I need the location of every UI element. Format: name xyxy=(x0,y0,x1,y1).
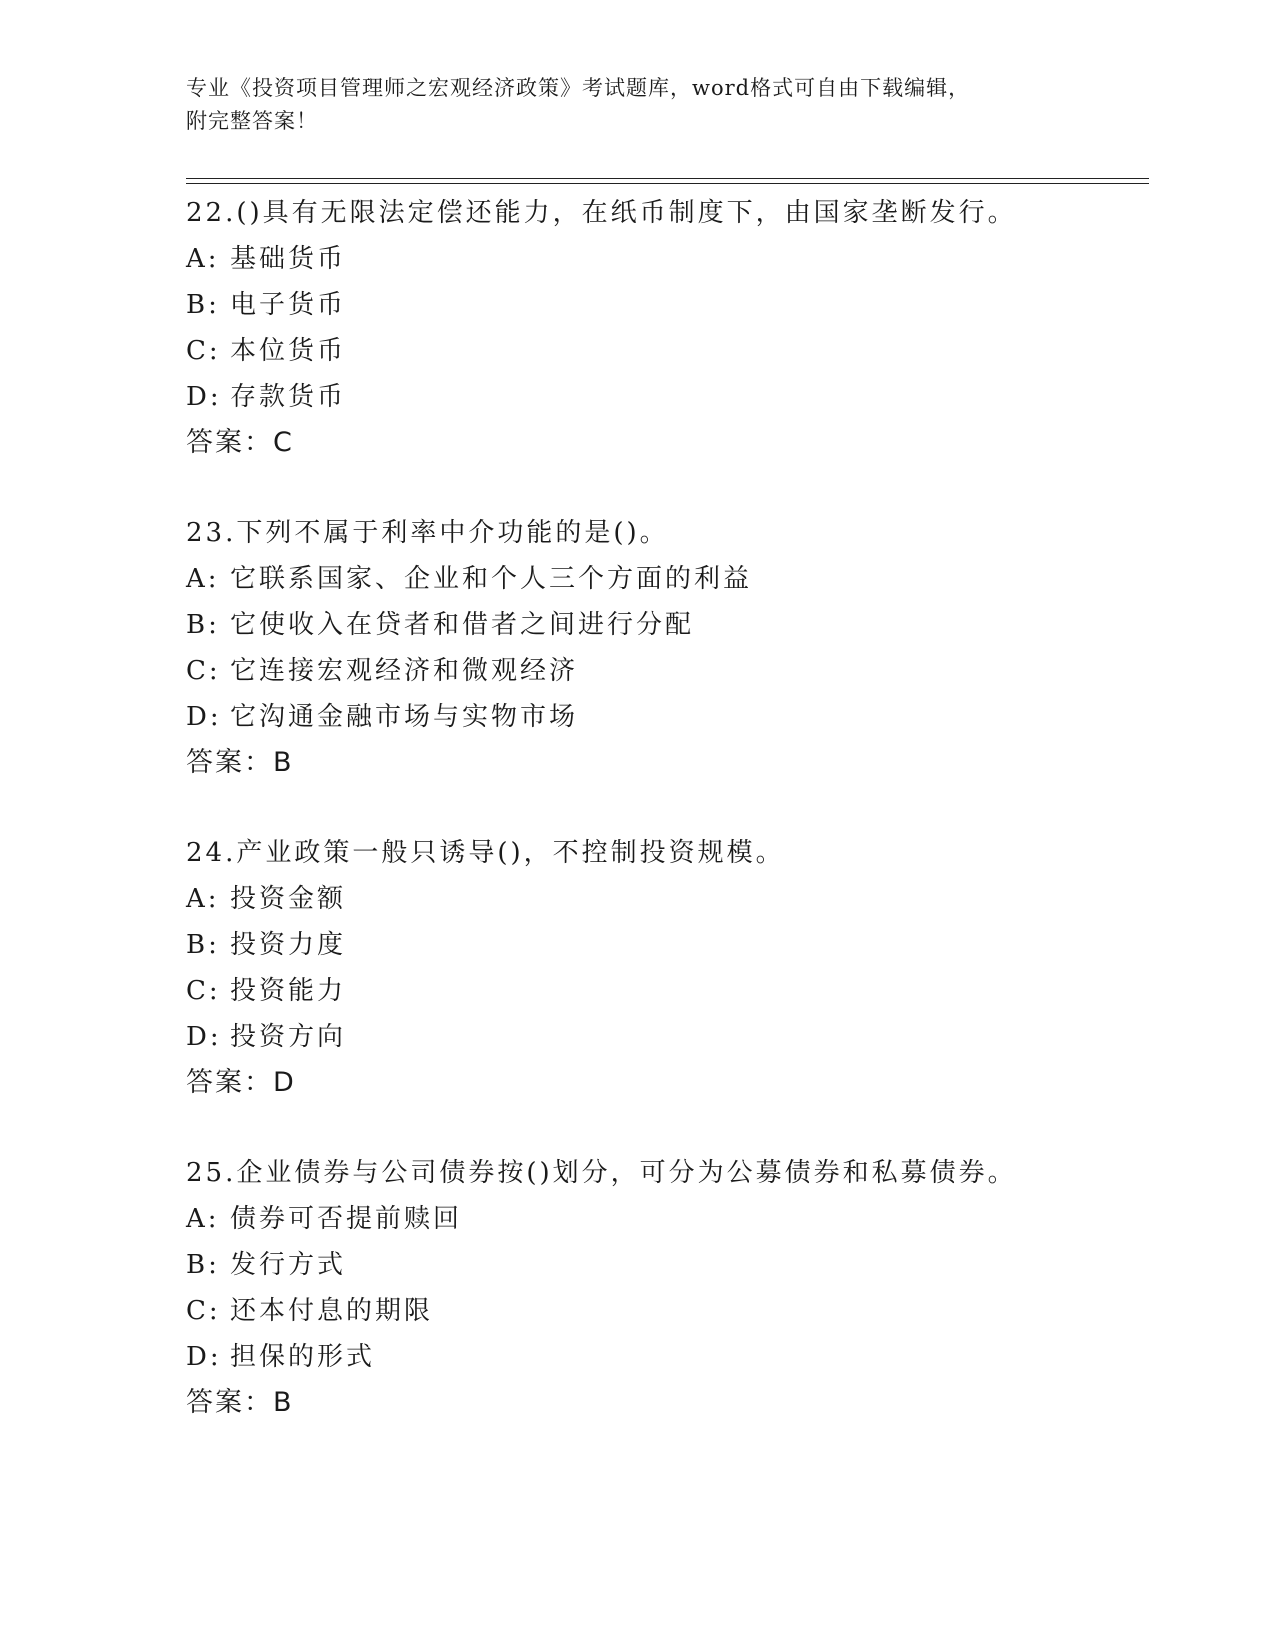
option-letter: A: xyxy=(186,244,220,274)
option-b xyxy=(186,602,1166,648)
question-25 xyxy=(186,1150,1166,1470)
option-letter: D: xyxy=(186,1342,222,1372)
option-letter: B: xyxy=(186,290,220,320)
option-d xyxy=(186,374,1166,420)
option-b xyxy=(186,1242,1166,1288)
option-letter: D: xyxy=(186,382,222,412)
option-d xyxy=(186,694,1166,740)
option-letter: C: xyxy=(186,656,221,686)
question-stem: 22.()具有无限法定偿还能力，在纸币制度下，由国家垄断发行。 xyxy=(186,198,1017,228)
option-text: 投资方向 xyxy=(230,1022,347,1052)
answer: 答案：B xyxy=(186,1387,294,1418)
question-list xyxy=(186,190,1166,1470)
question-stem: 23.下列不属于利率中介功能的是()。 xyxy=(186,518,669,548)
option-text: 它使收入在贷者和借者之间进行分配 xyxy=(230,610,695,640)
header-line-2: 附完整答案！ xyxy=(186,109,318,133)
question-23 xyxy=(186,510,1166,830)
option-b xyxy=(186,282,1166,328)
option-d xyxy=(186,1014,1166,1060)
option-text: 它沟通金融市场与实物市场 xyxy=(230,702,579,732)
option-letter: A: xyxy=(186,884,220,914)
option-text: 发行方式 xyxy=(230,1250,347,1280)
option-letter: A: xyxy=(186,1204,220,1234)
header-divider-bottom xyxy=(186,183,1149,184)
option-letter: D: xyxy=(186,1022,222,1052)
option-letter: D: xyxy=(186,702,222,732)
option-c xyxy=(186,1288,1166,1334)
option-a xyxy=(186,876,1166,922)
option-text: 基础货币 xyxy=(230,244,347,274)
option-letter: B: xyxy=(186,1250,220,1280)
option-letter: B: xyxy=(186,930,220,960)
option-c xyxy=(186,968,1166,1014)
option-d xyxy=(186,1334,1166,1380)
option-letter: C: xyxy=(186,336,221,366)
option-a xyxy=(186,556,1166,602)
question-24 xyxy=(186,830,1166,1150)
answer: 答案：D xyxy=(186,1067,296,1098)
option-text: 还本付息的期限 xyxy=(230,1296,434,1326)
question-22 xyxy=(186,190,1166,510)
option-text: 担保的形式 xyxy=(230,1342,376,1372)
option-text: 投资力度 xyxy=(230,930,347,960)
option-a xyxy=(186,236,1166,282)
option-letter: B: xyxy=(186,610,220,640)
option-text: 存款货币 xyxy=(230,382,347,412)
option-text: 它连接宏观经济和微观经济 xyxy=(230,656,579,686)
header-divider-top xyxy=(186,178,1149,179)
answer: 答案：C xyxy=(186,427,294,458)
option-text: 投资能力 xyxy=(230,976,347,1006)
option-text: 电子货币 xyxy=(230,290,347,320)
question-stem: 24.产业政策一般只诱导()，不控制投资规模。 xyxy=(186,838,785,868)
option-c xyxy=(186,328,1166,374)
option-c xyxy=(186,648,1166,694)
answer: 答案：B xyxy=(186,747,294,778)
option-text: 本位货币 xyxy=(230,336,347,366)
option-letter: A: xyxy=(186,564,220,594)
document-header xyxy=(186,72,1166,138)
option-b xyxy=(186,922,1166,968)
option-text: 它联系国家、企业和个人三个方面的利益 xyxy=(230,564,753,594)
option-letter: C: xyxy=(186,976,221,1006)
option-text: 债券可否提前赎回 xyxy=(230,1204,463,1234)
option-a xyxy=(186,1196,1166,1242)
option-letter: C: xyxy=(186,1296,221,1326)
question-stem: 25.企业债券与公司债券按()划分，可分为公募债券和私募债券。 xyxy=(186,1158,1017,1188)
header-line-1: 专业《投资项目管理师之宏观经济政策》考试题库，word格式可自由下载编辑， xyxy=(186,76,971,100)
option-text: 投资金额 xyxy=(230,884,347,914)
